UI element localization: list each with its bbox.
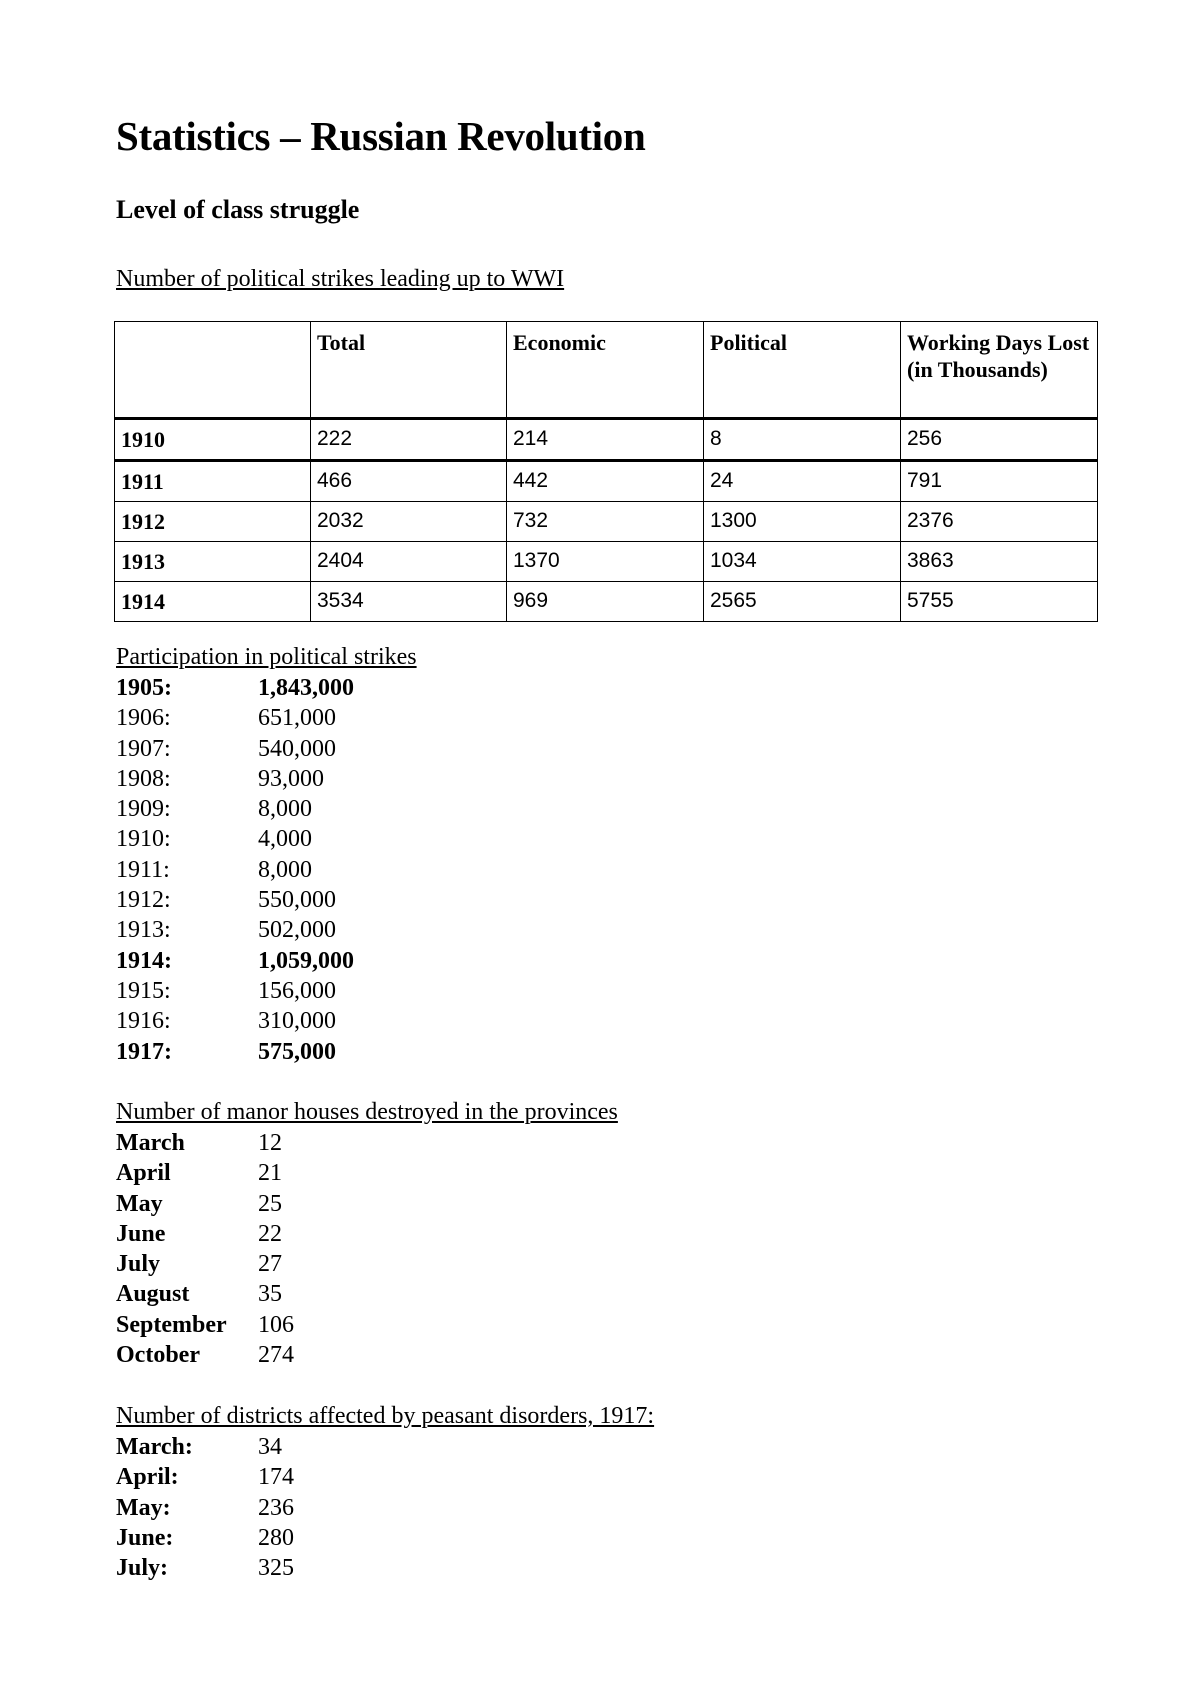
list-item <box>116 1340 294 1370</box>
list-item <box>116 824 312 854</box>
list-item-value: 274 <box>258 1342 294 1369</box>
table-row <box>115 582 1098 622</box>
list-item-value: 540,000 <box>258 735 336 762</box>
list-item-value: 280 <box>258 1524 294 1551</box>
table-row <box>115 461 1098 502</box>
list-item-year: 1907: <box>116 735 171 762</box>
list-item-value: 174 <box>258 1464 294 1491</box>
table-cell-political: 2565 <box>704 582 901 622</box>
table-cell-year: 1911 <box>115 461 311 502</box>
table-cell-total: 466 <box>311 461 507 502</box>
list-item <box>116 794 312 824</box>
list-item-month: August <box>116 1281 190 1308</box>
list-item-year: 1911: <box>116 856 170 883</box>
list-item-year: 1917: <box>116 1038 172 1065</box>
list-item-value: 502,000 <box>258 917 336 944</box>
table-row <box>115 542 1098 582</box>
list-item-value: 325 <box>258 1555 294 1582</box>
list-item <box>116 1128 282 1158</box>
table-header-row <box>115 322 1098 419</box>
list-item-value: 106 <box>258 1311 294 1338</box>
list-item <box>116 855 312 885</box>
list-item-value: 575,000 <box>258 1038 336 1065</box>
list-item <box>116 946 354 976</box>
table-cell-year: 1913 <box>115 542 311 582</box>
list-item-value: 1,059,000 <box>258 947 354 974</box>
list-item <box>116 673 354 703</box>
manor-houses-caption: Number of manor houses destroyed in the provinces <box>116 1099 618 1125</box>
list-item-year: 1909: <box>116 796 171 823</box>
table-cell-total: 2404 <box>311 542 507 582</box>
page-title: Statistics – Russian Revolution <box>116 113 646 159</box>
table-cell-total: 2032 <box>311 502 507 542</box>
list-item-month: June: <box>116 1524 174 1551</box>
list-item-month: April: <box>116 1464 179 1491</box>
list-item-value: 93,000 <box>258 765 324 792</box>
strikes-table <box>114 321 1098 622</box>
list-item-month: June <box>116 1220 166 1247</box>
list-item-value: 156,000 <box>258 977 336 1004</box>
page-subtitle: Level of class struggle <box>116 195 360 224</box>
strikes-table-caption: Number of political strikes leading up to WWI <box>116 266 565 292</box>
list-item-value: 21 <box>258 1160 282 1187</box>
list-item <box>116 703 336 733</box>
table-cell-days-lost: 3863 <box>901 542 1098 582</box>
list-item-value: 27 <box>258 1251 282 1278</box>
table-header-cell: Political <box>704 322 901 419</box>
list-item-year: 1915: <box>116 977 171 1004</box>
list-item-value: 651,000 <box>258 705 336 732</box>
list-item-year: 1913: <box>116 917 171 944</box>
participation-list <box>116 673 354 1067</box>
list-item <box>116 1432 282 1462</box>
table-header-cell <box>115 322 311 419</box>
list-item-month: July <box>116 1251 161 1278</box>
list-item <box>116 1553 294 1583</box>
list-item-year: 1905: <box>116 675 172 701</box>
list-item-year: 1916: <box>116 1008 171 1035</box>
list-item-value: 34 <box>258 1434 282 1460</box>
list-item-value: 1,843,000 <box>258 675 354 701</box>
table-header-cell: Economic <box>507 322 704 419</box>
peasant-districts-caption: Number of districts affected by peasant disorders, 1917: <box>116 1403 655 1429</box>
table-cell-economic: 1370 <box>507 542 704 582</box>
peasant-districts-list <box>116 1432 294 1583</box>
list-item-month: May <box>116 1190 163 1217</box>
list-item-year: 1914: <box>116 947 172 974</box>
table-cell-total: 222 <box>311 419 507 461</box>
list-item-month: July: <box>116 1555 169 1582</box>
manor-houses-list <box>116 1128 294 1370</box>
list-item-value: 12 <box>258 1130 282 1156</box>
list-item-value: 8,000 <box>258 796 312 823</box>
list-item <box>116 885 336 915</box>
table-cell-year: 1914 <box>115 582 311 622</box>
table-cell-days-lost: 791 <box>901 461 1098 502</box>
table-cell-economic: 214 <box>507 419 704 461</box>
list-item <box>116 1189 282 1219</box>
list-item <box>116 1523 294 1553</box>
table-cell-days-lost: 5755 <box>901 582 1098 622</box>
list-item-month: September <box>116 1311 227 1338</box>
table-cell-political: 24 <box>704 461 901 502</box>
list-item-month: May: <box>116 1494 171 1521</box>
participation-caption: Participation in political strikes <box>116 644 417 670</box>
list-item-month: October <box>116 1342 200 1369</box>
table-row <box>115 502 1098 542</box>
table-cell-economic: 969 <box>507 582 704 622</box>
table-cell-political: 1034 <box>704 542 901 582</box>
table-cell-total: 3534 <box>311 582 507 622</box>
list-item <box>116 1310 294 1340</box>
list-item <box>116 976 336 1006</box>
list-item-value: 310,000 <box>258 1008 336 1035</box>
list-item-value: 35 <box>258 1281 282 1308</box>
table-header-cell: Total <box>311 322 507 419</box>
list-item <box>116 1493 294 1523</box>
list-item-year: 1912: <box>116 887 171 914</box>
table-cell-economic: 732 <box>507 502 704 542</box>
table-cell-political: 1300 <box>704 502 901 542</box>
list-item-month: March <box>116 1130 185 1156</box>
list-item-month: March: <box>116 1434 193 1460</box>
list-item <box>116 1462 294 1492</box>
list-item-value: 8,000 <box>258 856 312 883</box>
list-item <box>116 1219 282 1249</box>
list-item-value: 236 <box>258 1494 294 1521</box>
table-cell-year: 1912 <box>115 502 311 542</box>
list-item <box>116 764 324 794</box>
table-row <box>115 419 1098 461</box>
list-item-month: April <box>116 1160 171 1187</box>
table-cell-political: 8 <box>704 419 901 461</box>
list-item-value: 25 <box>258 1190 282 1217</box>
table-cell-economic: 442 <box>507 461 704 502</box>
list-item <box>116 1279 282 1309</box>
table-cell-year: 1910 <box>115 419 311 461</box>
list-item-value: 22 <box>258 1220 282 1247</box>
table-cell-days-lost: 256 <box>901 419 1098 461</box>
table-cell-days-lost: 2376 <box>901 502 1098 542</box>
list-item <box>116 1006 336 1036</box>
list-item-year: 1910: <box>116 826 171 853</box>
list-item-year: 1906: <box>116 705 171 732</box>
list-item <box>116 1037 336 1067</box>
list-item <box>116 915 336 945</box>
list-item <box>116 1249 282 1279</box>
list-item-value: 550,000 <box>258 887 336 914</box>
table-header-cell: Working Days Lost (in Thousands) <box>901 322 1098 419</box>
list-item-value: 4,000 <box>258 826 312 853</box>
list-item <box>116 734 336 764</box>
list-item <box>116 1158 282 1188</box>
list-item-year: 1908: <box>116 765 171 792</box>
